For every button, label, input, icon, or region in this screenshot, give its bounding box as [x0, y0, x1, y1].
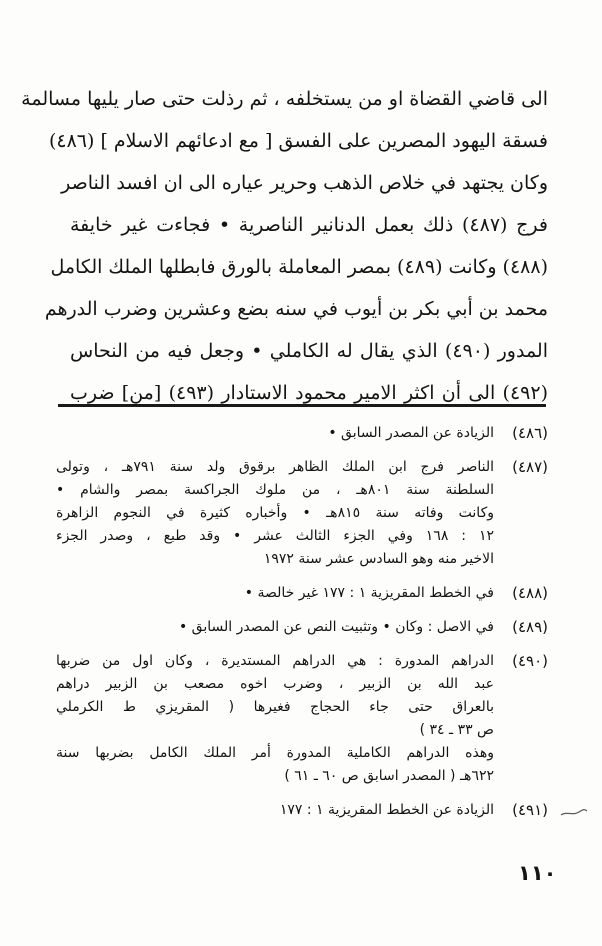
footnote-line: وهذه الدراهم الكاملية المدورة أمر الملك الكامل بضربها سنة	[56, 745, 494, 761]
footnote-number: (٤٩١)	[512, 801, 548, 819]
footnote-line: ٦٢٢هـ ( المصدر اسابق ص ٦٠ ـ ٦١ )	[284, 768, 494, 784]
page-number: ١١٠	[518, 861, 557, 885]
footnote	[56, 582, 548, 605]
footnote-line: في الاصل : وكان • وتثبيت النص عن المصدر السابق •	[178, 619, 494, 635]
footnote-number: (٤٨٧)	[512, 458, 548, 476]
footnote	[56, 422, 548, 445]
footnote-number: (٤٩٠)	[512, 652, 548, 670]
footnote-divider	[58, 404, 546, 407]
footnote-line: في الخطط المقريزية ١ : ١٧٧ غير خالصة •	[244, 585, 494, 601]
footnote	[56, 799, 548, 822]
main-text	[21, 78, 549, 414]
footnote-line: ١٢ : ١٦٨ وفي الجزء الثالث عشر • وقد طبع ، وصدر الجزء	[56, 528, 494, 544]
footnote	[56, 616, 548, 639]
text-line: فسقة اليهود المصرين على الفسق [ مع ادعائهم الاسلام ] (٤٨٦)	[48, 130, 548, 152]
text-line: (٤٨٨) وكانت (٤٨٩) بمصر المعاملة بالورق فابطلها الملك الكامل	[50, 256, 548, 278]
footnote-line: الزيادة عن الخطط المقريزية ١ : ١٧٧	[279, 802, 494, 818]
footnote-text	[56, 456, 494, 571]
footnote-text	[56, 422, 494, 445]
footnote-text	[56, 582, 494, 605]
text-line: فرج (٤٨٧) ذلك بعمل الدنانير الناصرية • فجاءت غير خايفة	[70, 214, 548, 236]
footnote-line: الدراهم المدورة : هي الدراهم المستديرة ، وكان اول من ضربها	[56, 653, 494, 669]
footnote-line: عبد الله بن الزبير ، وضرب اخوه مصعب بن الزبير دراهم	[56, 676, 494, 692]
footnote-line: بالعراق حتى جاء الحجاج فغيرها ( المقريزي ط الكرملي	[56, 699, 494, 715]
footnote-text	[56, 650, 494, 788]
footnote-number: (٤٨٩)	[512, 618, 548, 636]
footnote-number: (٤٨٨)	[512, 584, 548, 602]
footnote-number: (٤٨٦)	[512, 424, 548, 442]
footnotes	[56, 422, 548, 833]
footnote	[56, 650, 548, 788]
footnote-line: الناصر فرج ابن الملك الظاهر برقوق ولد سنة ٧٩١هـ ، وتولى	[56, 459, 494, 475]
footnote-line: الزيادة عن المصدر السابق •	[328, 425, 494, 441]
text-line: محمد بن أبي بكر بن أيوب في سنه بضع وعشرين وضرب الدرهم	[44, 298, 548, 320]
footnote-line: وكانت وفاته سنة ٨١٥هـ • وأخباره كثيرة في النجوم الزاهرة	[56, 505, 494, 521]
text-line: (٤٩٢) الى أن اكثر الامير محمود الاستادار (٤٩٣) [من] ضرب	[70, 382, 548, 404]
footnote	[56, 456, 548, 571]
footnote-line: ص ٣٣ ـ ٣٤ )	[419, 722, 494, 738]
footnote-line: الاخير منه وهو السادس عشر سنة ١٩٧٢	[263, 551, 494, 567]
footnote-text	[56, 799, 494, 822]
footnote-line: السلطنة سنة ٨٠١هـ ، من ملوك الجراكسة بمصر والشام •	[56, 482, 494, 498]
pen-stroke-mark	[560, 808, 588, 818]
text-line: المدور (٤٩٠) الذي يقال له الكاملي • وجعل فيه من النحاس	[70, 340, 549, 362]
footnote-text	[56, 616, 494, 639]
text-line: الى قاضي القضاة او من يستخلفه ، ثم رذلت حتى صار يليها مسالمة	[21, 88, 548, 110]
text-line: وكان يجتهد في خلاص الذهب وحرير عياره الى ان افسد الناصر	[61, 172, 548, 194]
